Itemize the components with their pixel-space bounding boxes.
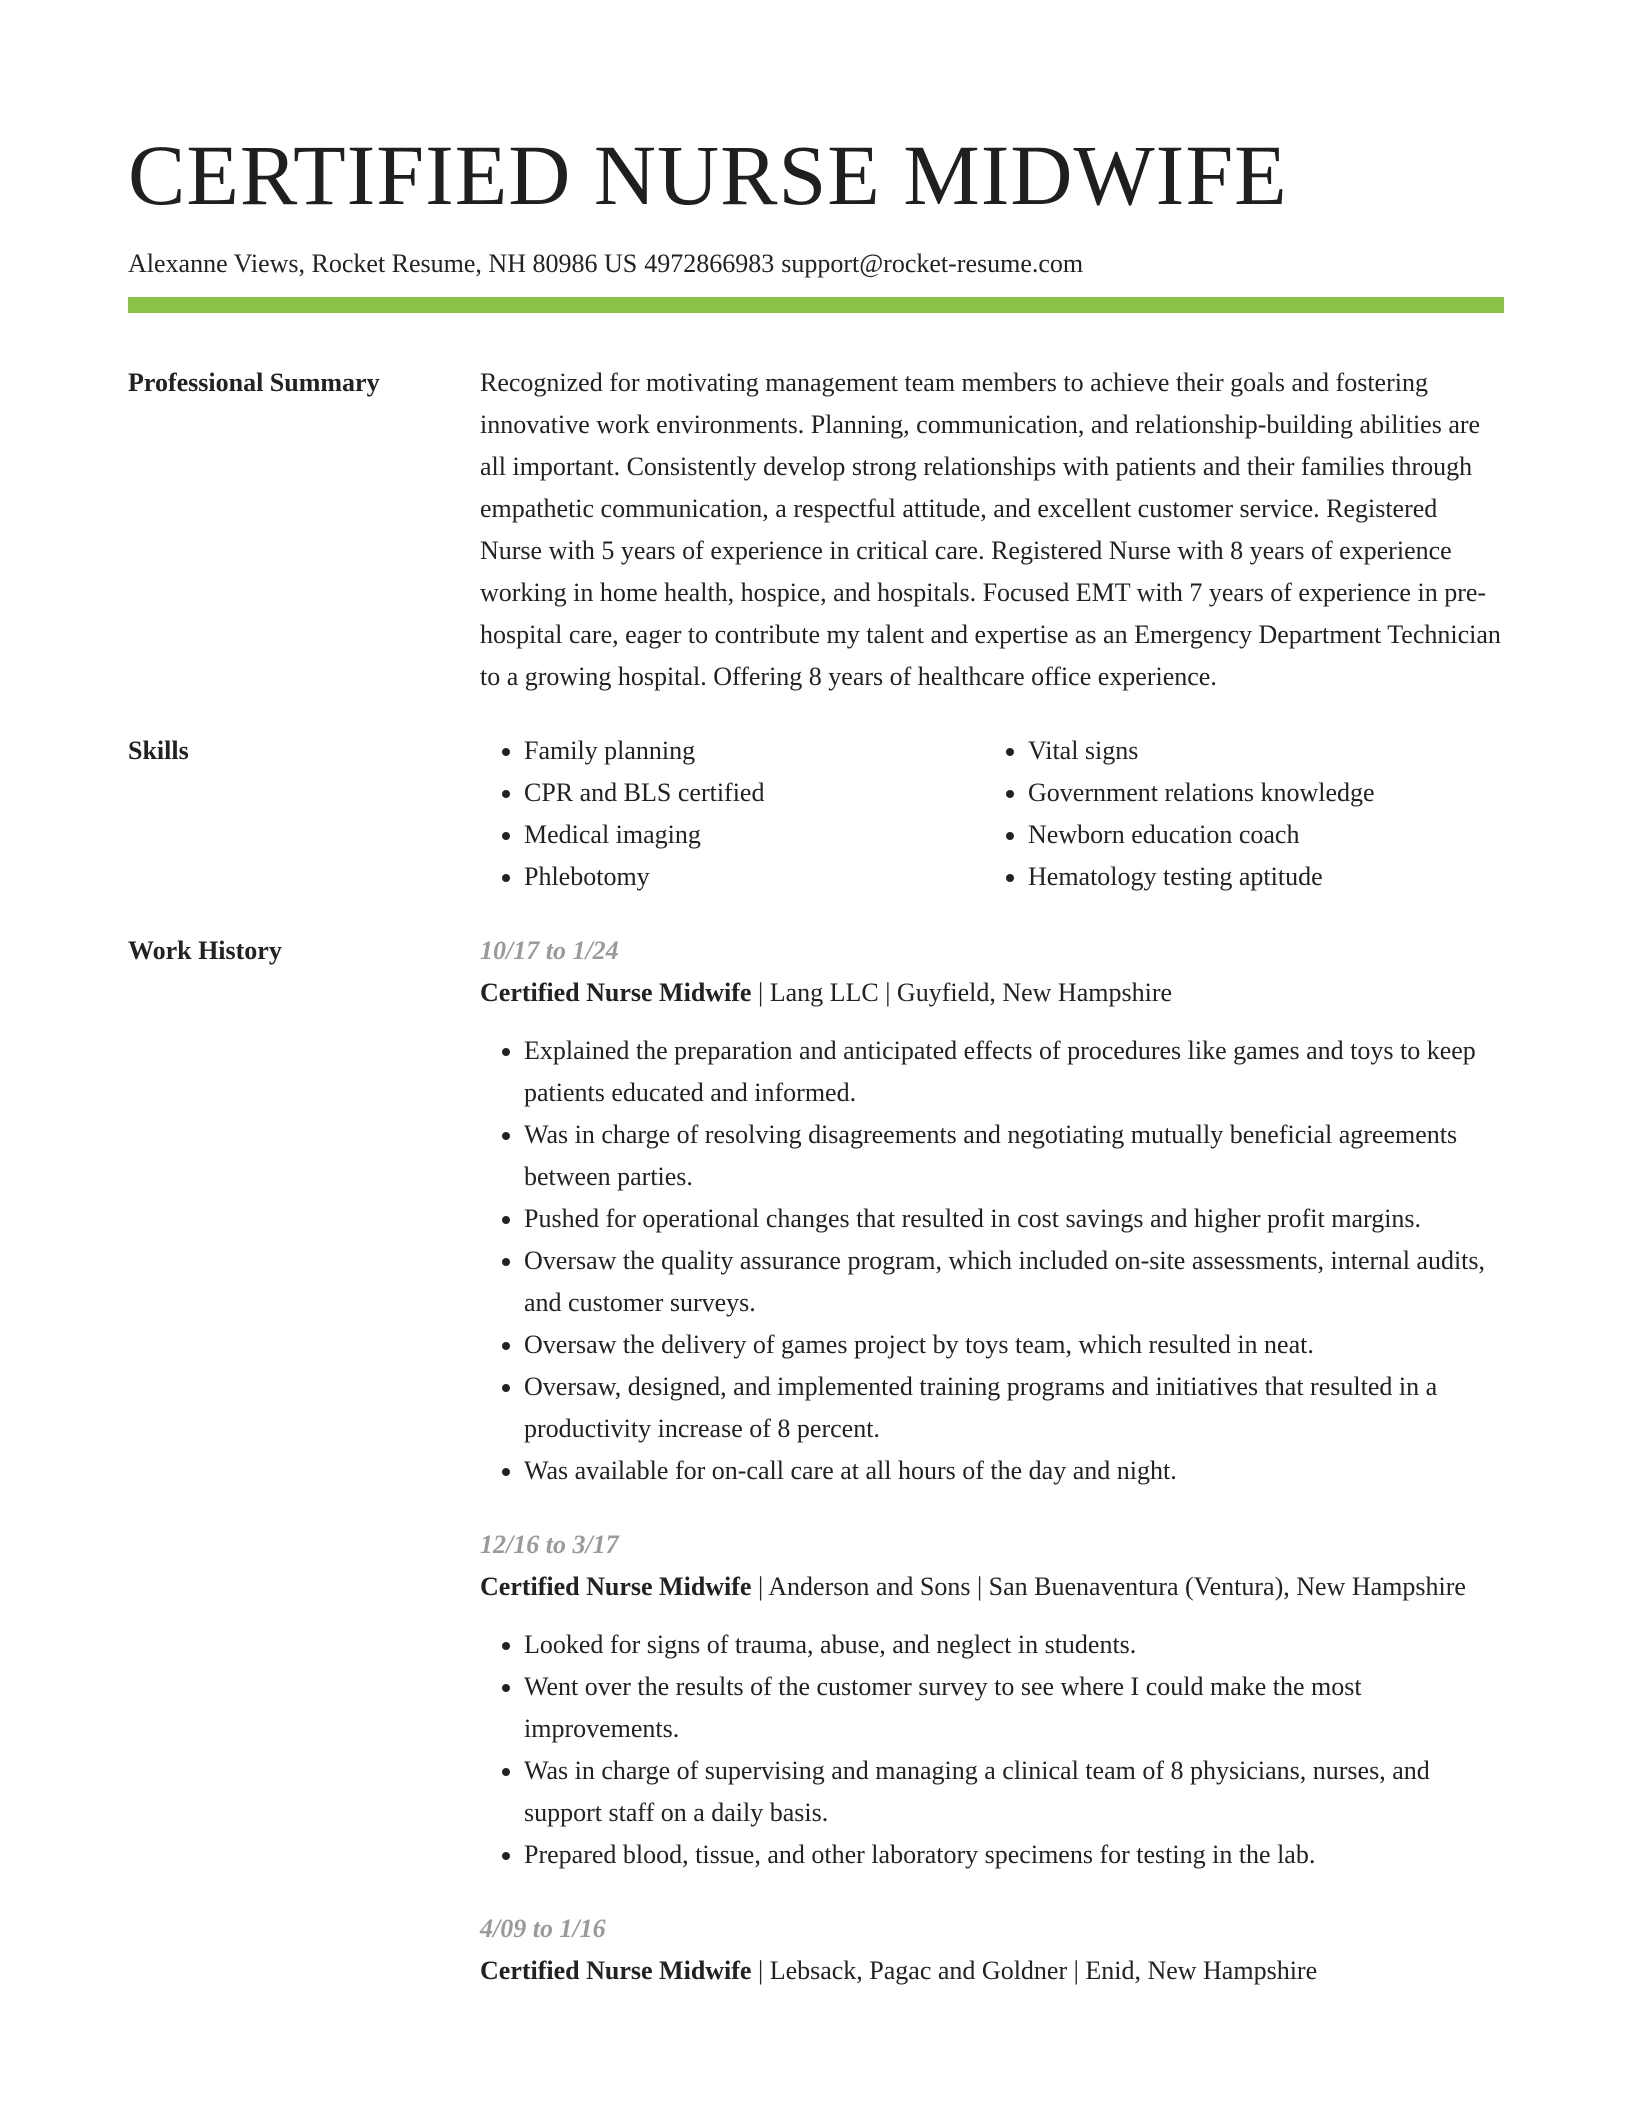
- skill-item: • CPR and BLS certified: [524, 772, 984, 814]
- job-title: Certified Nurse Midwife: [480, 1956, 752, 1986]
- job-bullet: • Pushed for operational changes that resulted in cost savings and higher profit margins.: [524, 1198, 1504, 1240]
- skill-item: • Phlebotomy: [524, 856, 984, 898]
- job-bullet: • Oversaw the delivery of games project by toys team, which resulted in neat.: [524, 1324, 1504, 1366]
- section-heading-work-history: Work History: [128, 936, 282, 966]
- job-heading: [480, 1950, 1504, 1992]
- accent-divider: [128, 297, 1504, 313]
- summary-text: Recognized for motivating management team members to achieve their goals and fostering innovative work environments. Planning, communication, and relationship-building abilities are all important. Consistently develop strong relationships with patients and their families through empathetic communication, a respectful attitude, and excellent customer service. Registered Nurse with 5 years of experience in critical care. Registered Nurse with 8 years of experience working in home health, hospice, and hospitals. Focused EMT with 7 years of experience in pre-hospital care, eager to contribute my talent and expertise as an Emergency Department Technician to a growing hospital. Offering 8 years of healthcare office experience.: [480, 368, 1501, 692]
- job-entry: [480, 1908, 1504, 1992]
- job-bullet: • Was in charge of supervising and managing a clinical team of 8 physicians, nurses, and support staff on a daily basis.: [524, 1750, 1504, 1834]
- job-heading: [480, 972, 1504, 1014]
- resume-page: [128, 118, 1504, 1992]
- job-bullet: • Went over the results of the customer survey to see where I could make the most improvements.: [524, 1666, 1504, 1750]
- job-details: | Anderson and Sons | San Buenaventura (Ventura), New Hampshire: [751, 1572, 1466, 1602]
- job-bullets: [480, 1030, 1504, 1492]
- job-bullet: • Was available for on-call care at all hours of the day and night.: [524, 1450, 1504, 1492]
- job-bullet: • Oversaw, designed, and implemented training programs and initiatives that resulted in a productivity increase of 8 percent.: [524, 1366, 1504, 1450]
- skill-item: • Hematology testing aptitude: [1028, 856, 1375, 898]
- job-bullet: • Was in charge of resolving disagreements and negotiating mutually beneficial agreements between parties.: [524, 1114, 1504, 1198]
- job-dates: 12/16 to 3/17: [480, 1530, 619, 1560]
- section-heading-skills: Skills: [128, 736, 189, 766]
- contact-phone: 4972866983: [644, 249, 775, 278]
- job-bullet: • Oversaw the quality assurance program, which included on-site assessments, internal audits, and customer surveys.: [524, 1240, 1504, 1324]
- resume-name: CERTIFIED NURSE MIDWIFE: [128, 127, 1288, 223]
- job-heading: [480, 1566, 1504, 1608]
- job-details: | Lang LLC | Guyfield, New Hampshire: [751, 978, 1173, 1008]
- contact-line: [128, 248, 1504, 279]
- summary-section: [128, 362, 1504, 698]
- skills-list-right: [984, 730, 1375, 898]
- job-dates: 4/09 to 1/16: [480, 1914, 606, 1944]
- job-details: | Lebsack, Pagac and Goldner | Enid, New Hampshire: [751, 1956, 1318, 1986]
- job-dates: 10/17 to 1/24: [480, 936, 619, 966]
- job-bullet: • Prepared blood, tissue, and other laboratory specimens for testing in the lab.: [524, 1834, 1504, 1876]
- skill-item: • Newborn education coach: [1028, 814, 1375, 856]
- job-bullets: [480, 1624, 1504, 1876]
- section-heading-summary: Professional Summary: [128, 368, 380, 398]
- skill-item: • Family planning: [524, 730, 984, 772]
- job-entry: [480, 1524, 1504, 1876]
- job-title: Certified Nurse Midwife: [480, 1572, 752, 1602]
- skill-item: • Vital signs: [1028, 730, 1375, 772]
- job-bullet: • Looked for signs of trauma, abuse, and neglect in students.: [524, 1624, 1504, 1666]
- skills-list-left: [480, 730, 984, 898]
- contact-address: Alexanne Views, Rocket Resume, NH 80986 US: [128, 249, 638, 278]
- contact-email: support@rocket-resume.com: [781, 249, 1084, 278]
- work-history-section: [128, 930, 1504, 1992]
- skills-section: [128, 730, 1504, 898]
- job-title: Certified Nurse Midwife: [480, 978, 752, 1008]
- skill-item: • Government relations knowledge: [1028, 772, 1375, 814]
- job-bullet: • Explained the preparation and anticipated effects of procedures like games and toys to keep patients educated and informed.: [524, 1030, 1504, 1114]
- job-entry: [480, 930, 1504, 1492]
- skill-item: • Medical imaging: [524, 814, 984, 856]
